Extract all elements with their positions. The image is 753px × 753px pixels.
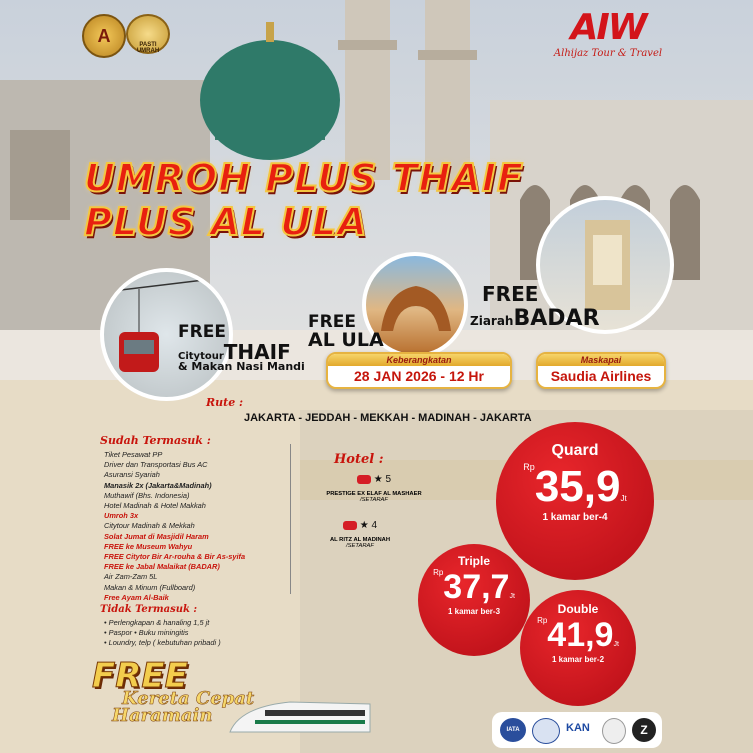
included-title: Sudah Termasuk : [100,434,211,447]
akreditasi-badge: A [82,14,126,58]
free-badar: FREE ZiarahBADAR [470,282,600,331]
excluded-item: • Loundry, telp ( kebutuhan pribadi ) [104,638,221,648]
divider [290,444,291,594]
price-double: Double $^{Rp}$41,9Jt 1 kamar ber-2 [520,590,636,706]
route-value: JAKARTA - JEDDAH - MEKKAH - MADINAH - JAKARTA [244,412,532,424]
included-item: Citytour Madinah & Mekkah [104,521,195,531]
included-item: Hotel Madinah & Hotel Makkah [104,501,206,511]
route-label: Rute : [206,396,244,409]
price-triple: Triple $^{Rp}$37,7Jt 1 kamar ber-3 [418,544,530,656]
free-train: FREE Kereta Cepat Haramain [92,656,255,726]
cert-logo [602,718,626,744]
airline-box: Maskapai Saudia Airlines [536,352,666,389]
price-quard: Quard $^{Rp}$35,9Jt 1 kamar ber-4 [496,422,654,580]
kemenag-logo [532,718,560,744]
partner-logos [492,712,662,748]
train-icon [225,692,375,742]
hotel-icon [343,521,357,530]
excluded-list [104,618,221,649]
pasti-umrah-badge: PASTI UMRAH [126,14,170,54]
included-item: Makan & Minum (Fullboard) [104,582,196,592]
included-item: FREE Citytor Bir Ar-rouha & Bir As-syifa [104,552,246,562]
excluded-item: • Perlengkapan & hanaling 1,5 jt [104,618,210,627]
hotel-title: Hotel : [334,452,384,467]
free-thaif: FREE CitytourTHAIF & Makan Nasi Mandi [178,322,305,373]
excluded-item: • Paspor • Buku miningitis [104,628,189,638]
hotel-icon [357,475,371,484]
hotel-1: ★ 5 PRESTIGE EX ELAF AL MASHAER /SETARAF [326,474,422,503]
title-line2: PLUS AL ULA [84,200,368,244]
included-item: Free Ayam Al-Baik [104,592,169,602]
included-list [104,450,245,603]
included-item: Manasik 2x (Jakarta&Madinah) [104,480,212,490]
included-item: FREE ke Museum Wahyu [104,541,193,551]
included-item: Asuransi Syariah [104,470,160,480]
z-logo: Z [632,718,656,742]
included-item: Air Zam-Zam 5L [104,572,158,582]
included-item: Driver dan Transportasi Bus AC [104,460,208,470]
brand-logo: AIW Alhijaz Tour & Travel [553,7,663,59]
included-item: Tiket Pesawat PP [104,450,163,459]
title-line1: UMROH PLUS THAIF [84,156,524,200]
included-item: FREE ke Jabal Malaikat (BADAR) [104,562,220,572]
included-item: Umroh 3x [104,511,139,521]
kan-logo: KAN [566,722,590,734]
included-item: Solat Jumat di Masjidil Haram [104,531,209,541]
included-item: Muthawif (Bhs. Indonesia) [104,490,190,500]
departure-box: Keberangkatan 28 JAN 2026 - 12 Hr [326,352,512,389]
excluded-title: Tidak Termasuk : [100,604,198,615]
iata-logo: IATA [500,718,526,742]
hotel-2: ★ 4 AL RITZ AL MADINAH /SETARAF [329,520,391,549]
free-al-ula: FREE AL ULA [308,312,384,351]
